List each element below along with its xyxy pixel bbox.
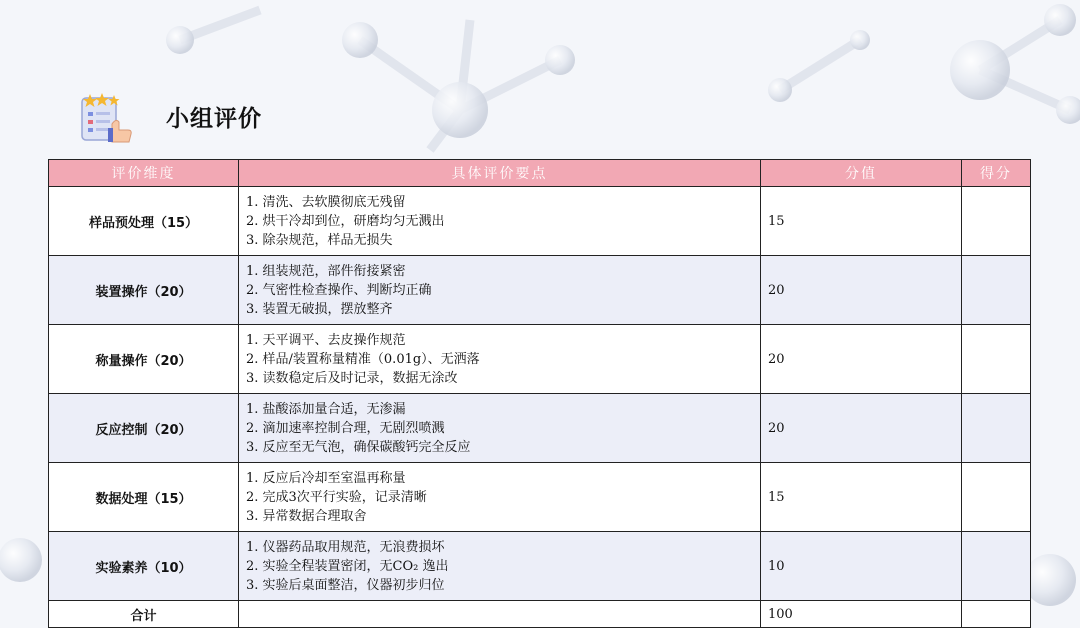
point-line: 2. 气密性检查操作、判断均正确	[246, 282, 432, 298]
dimension-cell: 称量操作（20）	[49, 325, 239, 394]
point-line: 2. 烘干冷却到位，研磨均匀无溅出	[246, 213, 445, 229]
total-score: 100	[761, 601, 962, 628]
page-header	[78, 90, 134, 144]
column-header-score: 分值	[761, 160, 962, 187]
score-cell: 20	[761, 256, 962, 325]
point-line: 3. 实验后桌面整洁，仪器初步归位	[246, 577, 445, 593]
evaluation-table	[48, 159, 1031, 628]
points-cell	[239, 463, 761, 532]
table-row	[49, 463, 1031, 532]
point-line: 1. 反应后冷却至室温再称量	[246, 470, 406, 486]
table-row	[49, 325, 1031, 394]
score-cell: 20	[761, 325, 962, 394]
total-label: 合计	[49, 601, 239, 628]
table-header-row	[49, 160, 1031, 187]
points-cell	[239, 187, 761, 256]
table-row	[49, 256, 1031, 325]
dimension-cell: 反应控制（20）	[49, 394, 239, 463]
total-row	[49, 601, 1031, 628]
points-cell	[239, 325, 761, 394]
points-cell	[239, 256, 761, 325]
score-cell: 15	[761, 463, 962, 532]
point-line: 1. 盐酸添加量合适，无渗漏	[246, 401, 406, 417]
total-points-cell	[239, 601, 761, 628]
point-line: 1. 清洗、去软膜彻底无残留	[246, 194, 406, 210]
dimension-cell: 样品预处理（15）	[49, 187, 239, 256]
table-row	[49, 394, 1031, 463]
column-header-got: 得分	[962, 160, 1031, 187]
column-header-points: 具体评价要点	[239, 160, 761, 187]
got-cell[interactable]	[962, 463, 1031, 532]
score-cell: 20	[761, 394, 962, 463]
evaluation-clipboard-icon	[78, 90, 134, 144]
points-cell	[239, 394, 761, 463]
point-line: 3. 读数稳定后及时记录，数据无涂改	[246, 370, 458, 386]
page-title: 小组评价	[166, 106, 262, 132]
table-row	[49, 187, 1031, 256]
got-cell[interactable]	[962, 256, 1031, 325]
point-line: 1. 天平调平、去皮操作规范	[246, 332, 406, 348]
table-row	[49, 532, 1031, 601]
point-line: 3. 装置无破损，摆放整齐	[246, 301, 393, 317]
dimension-cell: 数据处理（15）	[49, 463, 239, 532]
got-cell[interactable]	[962, 394, 1031, 463]
point-line: 2. 样品/装置称量精准（0.01g）、无洒落	[246, 351, 480, 367]
point-line: 1. 仪器药品取用规范，无浪费损坏	[246, 539, 445, 555]
column-header-dimension: 评价维度	[49, 160, 239, 187]
points-cell	[239, 532, 761, 601]
got-cell[interactable]	[962, 187, 1031, 256]
score-cell: 10	[761, 532, 962, 601]
point-line: 1. 组装规范，部件衔接紧密	[246, 263, 406, 279]
dimension-cell: 装置操作（20）	[49, 256, 239, 325]
got-cell[interactable]	[962, 325, 1031, 394]
point-line: 2. 完成3次平行实验，记录清晰	[246, 489, 427, 505]
dimension-cell: 实验素养（10）	[49, 532, 239, 601]
point-line: 3. 反应至无气泡，确保碳酸钙完全反应	[246, 439, 471, 455]
got-cell[interactable]	[962, 532, 1031, 601]
point-line: 3. 除杂规范，样品无损失	[246, 232, 393, 248]
point-line: 2. 实验全程装置密闭，无CO₂ 逸出	[246, 558, 449, 574]
point-line: 2. 滴加速率控制合理，无剧烈喷溅	[246, 420, 445, 436]
point-line: 3. 异常数据合理取舍	[246, 508, 367, 524]
score-cell: 15	[761, 187, 962, 256]
total-got-cell[interactable]	[962, 601, 1031, 628]
